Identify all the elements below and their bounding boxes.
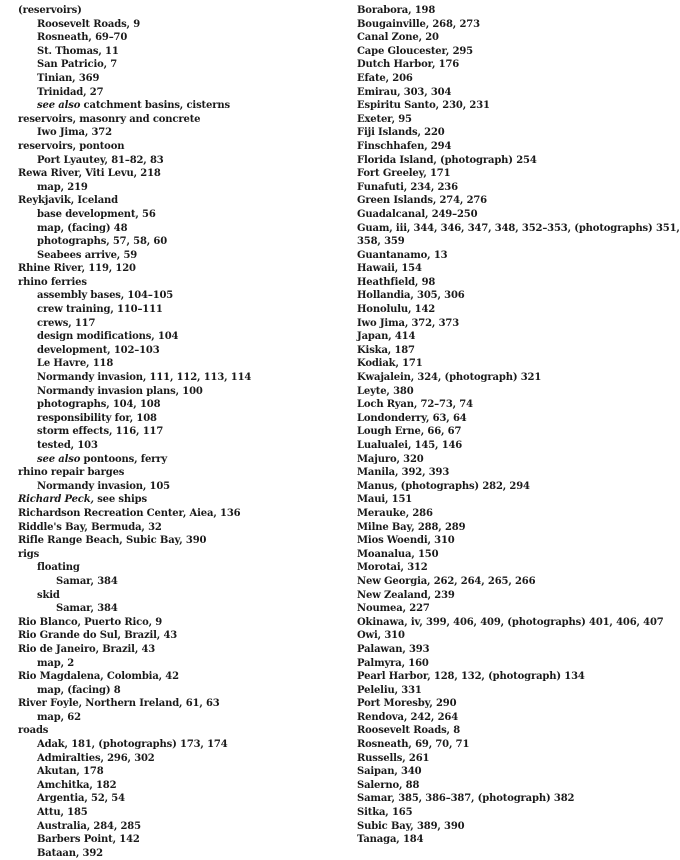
index-entry	[357, 99, 640, 113]
index-entry	[357, 684, 640, 698]
index-entry	[18, 643, 348, 657]
index-entry-text: Owi, 310	[357, 630, 405, 642]
index-entry	[357, 820, 640, 834]
index-entry	[357, 439, 640, 453]
index-entry	[18, 181, 348, 195]
index-entry	[357, 521, 640, 535]
index-entry-text: Heathfield, 98	[357, 276, 436, 288]
index-entry-text: Trinidad, 27	[37, 86, 104, 98]
index-entry	[357, 385, 640, 399]
index-entry-text: Espiritu Santo, 230, 231	[357, 100, 490, 112]
index-entry-text: Admiralties, 296, 302	[37, 752, 155, 764]
index-entry-text: Guam, iii, 344, 346, 347, 348, 352–353, (photographs) 351,	[357, 222, 680, 234]
index-entry-text: Bataan, 392	[37, 847, 103, 859]
index-entry	[357, 412, 640, 426]
index-entry-text: Palawan, 393	[357, 643, 430, 655]
index-entry	[18, 317, 348, 331]
index-entry-text: Maui, 151	[357, 494, 413, 506]
index-entry-text: Rio Magdalena, Colombia, 42	[18, 671, 179, 683]
index-entry-text: Salerno, 88	[357, 779, 420, 791]
index-entry	[18, 45, 348, 59]
index-entry-text: Subic Bay, 389, 390	[357, 820, 465, 832]
index-entry	[357, 738, 640, 752]
index-entry	[357, 589, 640, 603]
index-entry-text: reservoirs, pontoon	[18, 140, 125, 152]
italic-prefix: see also	[37, 453, 81, 465]
index-entry	[357, 126, 640, 140]
index-entry-text: Palmyra, 160	[357, 657, 429, 669]
index-entry	[18, 629, 348, 643]
index-entry-text: Moanalua, 150	[357, 548, 439, 560]
index-entry-text: Hawaii, 154	[357, 263, 422, 275]
index-entry-text: Green Islands, 274, 276	[357, 195, 487, 207]
index-entry	[357, 711, 640, 725]
index-entry-text: Dutch Harbor, 176	[357, 59, 460, 71]
index-entry-text: floating	[37, 562, 80, 574]
index-entry-text: Normandy invasion, 105	[37, 480, 170, 492]
index-column-right	[357, 4, 680, 847]
index-entry-text: Loch Ryan, 72–73, 74	[357, 399, 473, 411]
index-entry	[18, 493, 348, 507]
index-entry	[357, 629, 640, 643]
index-entry-text: Bougainville, 268, 273	[357, 18, 480, 30]
index-entry-text: Lualualei, 145, 146	[357, 440, 463, 451]
index-entry	[18, 779, 348, 793]
index-entry	[357, 303, 640, 317]
index-entry-text: Rifle Range Beach, Subic Bay, 390	[18, 535, 207, 547]
index-entry-text: Guadalcanal, 249–250	[357, 208, 478, 220]
index-entry-text: map, (facing) 48	[37, 222, 128, 234]
index-entry	[18, 521, 348, 535]
index-entry	[357, 480, 640, 494]
index-entry-text: Rhine River, 119, 120	[18, 263, 136, 275]
index-entry	[18, 534, 348, 548]
index-entry-text: base development, 56	[37, 208, 156, 220]
index-entry-text: Samar, 384	[56, 603, 118, 615]
index-entry	[357, 548, 640, 562]
index-entry	[18, 276, 348, 290]
index-entry	[18, 385, 348, 399]
index-entry-text: photographs, 104, 108	[37, 399, 161, 411]
index-entry-text: Finschhafen, 294	[357, 140, 452, 152]
index-entry	[18, 425, 348, 439]
index-entry	[357, 575, 640, 589]
index-entry-text: photographs, 57, 58, 60	[37, 236, 168, 248]
index-entry	[357, 657, 640, 671]
index-entry-text: Port Moresby, 290	[357, 698, 457, 710]
index-entry-text: Barbers Point, 142	[37, 834, 140, 846]
index-entry-text: Londonderry, 63, 64	[357, 412, 467, 424]
index-entry	[18, 31, 348, 45]
index-entry-text: Emirau, 303, 304	[357, 86, 452, 98]
index-entry-text: Tinian, 369	[37, 72, 100, 84]
index-entry	[18, 439, 348, 453]
index-entry-text: crew training, 110–111	[37, 304, 163, 316]
index-entry	[357, 493, 640, 507]
index-entry	[18, 670, 348, 684]
index-entry-text: Samar, 384	[56, 575, 118, 587]
index-entry	[357, 792, 640, 806]
index-entry	[18, 249, 348, 263]
index-entry-text: assembly bases, 104–105	[37, 290, 174, 302]
index-entry	[18, 806, 348, 820]
index-entry	[18, 711, 348, 725]
index-entry	[18, 724, 348, 738]
index-entry	[357, 72, 640, 86]
index-entry-text: 358, 359	[357, 236, 405, 248]
index-entry	[357, 466, 640, 480]
index-entry	[357, 208, 640, 222]
index-entry-text: Fort Greeley, 171	[357, 168, 451, 180]
index-entry-text: Attu, 185	[37, 807, 88, 819]
index-entry	[18, 167, 348, 181]
index-entry-text: tested, 103	[37, 440, 98, 451]
index-entry-text: Merauke, 286	[357, 507, 433, 519]
index-entry	[18, 18, 348, 32]
index-entry-text: Rio Blanco, Puerto Rico, 9	[18, 616, 163, 628]
index-entry	[18, 344, 348, 358]
index-entry-text: Funafuti, 234, 236	[357, 181, 458, 193]
index-entry	[357, 534, 640, 548]
index-entry	[18, 262, 348, 276]
index-entry	[357, 18, 640, 32]
index-entry-text: Samar, 385, 386–387, (photograph) 382	[357, 793, 575, 805]
index-entry	[18, 86, 348, 100]
index-entry	[18, 480, 348, 494]
index-entry-text: Roosevelt Roads, 9	[37, 18, 141, 30]
index-entry-text: map, 219	[37, 181, 88, 193]
index-entry	[357, 330, 640, 344]
index-entry-text: Sitka, 165	[357, 807, 413, 819]
italic-prefix: see also	[37, 100, 81, 112]
index-entry	[357, 602, 640, 616]
index-entry-text: Okinawa, iv, 399, 406, 409, (photographs) 401, 406, 407	[357, 616, 664, 628]
index-entry-text: Peleliu, 331	[357, 684, 422, 696]
index-entry-text: Rosneath, 69, 70, 71	[357, 739, 470, 751]
index-entry-text: Manus, (photographs) 282, 294	[357, 480, 530, 492]
index-entry-text: map, (facing) 8	[37, 684, 121, 696]
index-entry-text: Majuro, 320	[357, 453, 424, 465]
index-entry	[357, 140, 640, 154]
index-entry	[18, 697, 348, 711]
index-entry	[18, 154, 348, 168]
index-entry	[18, 820, 348, 834]
index-entry	[357, 344, 640, 358]
index-entry	[18, 235, 348, 249]
index-entry-text: Lough Erne, 66, 67	[357, 426, 462, 438]
index-entry	[357, 425, 640, 439]
index-entry-text: rigs	[18, 548, 40, 560]
index-entry	[18, 453, 348, 467]
index-entry	[357, 752, 640, 766]
italic-prefix: Richard Peck,	[18, 494, 94, 506]
index-entry	[18, 466, 348, 480]
index-entry	[357, 357, 640, 371]
index-entry-text: pontoons, ferry	[80, 453, 168, 465]
index-entry	[18, 303, 348, 317]
index-entry	[357, 222, 680, 236]
index-entry-text: Amchitka, 182	[37, 779, 117, 791]
index-entry-text: Argentia, 52, 54	[37, 793, 125, 805]
index-entry	[18, 602, 348, 616]
index-entry	[357, 58, 640, 72]
index-entry-text: Exeter, 95	[357, 113, 412, 125]
index-entry-text: New Zealand, 239	[357, 589, 455, 601]
index-entry-text: Riddle's Bay, Bermuda, 32	[18, 521, 162, 533]
index-entry	[18, 72, 348, 86]
index-entry	[18, 616, 348, 630]
index-entry-text: New Georgia, 262, 264, 265, 266	[357, 575, 536, 587]
index-entry	[18, 412, 348, 426]
index-entry-text: Kiska, 187	[357, 344, 415, 356]
index-entry	[18, 684, 348, 698]
index-entry	[357, 45, 640, 59]
index-entry-text: map, 2	[37, 657, 75, 669]
index-entry-text: Iwo Jima, 372, 373	[357, 317, 460, 329]
index-entry	[18, 194, 348, 208]
index-entry-text: Rosneath, 69–70	[37, 32, 128, 44]
index-entry-text: Kodiak, 171	[357, 358, 423, 370]
index-entry	[18, 4, 348, 18]
index-entry-text: Port Lyautey, 81–82, 83	[37, 154, 164, 166]
index-entry	[18, 792, 348, 806]
index-entry-text: Adak, 181, (photographs) 173, 174	[37, 739, 228, 751]
index-entry-text: Rio de Janeiro, Brazil, 43	[18, 643, 156, 655]
index-entry-text: development, 102–103	[37, 344, 160, 356]
index-entry	[18, 126, 348, 140]
index-entry	[18, 58, 348, 72]
index-entry-text: San Patricio, 7	[37, 59, 118, 71]
index-entry-text: Leyte, 380	[357, 385, 414, 397]
index-entry	[18, 738, 348, 752]
index-entry-text: Roosevelt Roads, 8	[357, 725, 461, 737]
index-entry-text: Fiji Islands, 220	[357, 127, 445, 139]
index-entry	[18, 330, 348, 344]
index-entry	[18, 208, 348, 222]
index-entry	[357, 289, 640, 303]
index-entry	[357, 194, 640, 208]
index-entry	[357, 643, 640, 657]
index-entry	[357, 453, 640, 467]
index-entry	[18, 657, 348, 671]
index-entry	[357, 86, 640, 100]
index-entry	[18, 357, 348, 371]
index-entry-text: Rio Grande do Sul, Brazil, 43	[18, 630, 178, 642]
index-entry	[357, 113, 640, 127]
index-entry	[18, 113, 348, 127]
index-entry	[357, 371, 640, 385]
index-entry	[18, 371, 348, 385]
index-entry-text: Russells, 261	[357, 752, 430, 764]
index-entry-text: rhino repair barges	[18, 467, 125, 479]
index-entry	[18, 575, 348, 589]
index-entry-text: Akutan, 178	[37, 766, 104, 778]
index-entry	[357, 167, 640, 181]
index-entry-text: Honolulu, 142	[357, 304, 436, 316]
index-entry-text: storm effects, 116, 117	[37, 426, 164, 438]
index-entry	[357, 317, 640, 331]
index-entry-text: Saipan, 340	[357, 766, 422, 778]
index-entry	[18, 833, 348, 847]
index-entry	[18, 548, 348, 562]
index-entry	[357, 31, 640, 45]
index-entry-text: Milne Bay, 288, 289	[357, 521, 466, 533]
index-entry	[18, 561, 348, 575]
index-entry-text: Efate, 206	[357, 72, 413, 84]
index-entry	[18, 140, 348, 154]
index-entry	[357, 262, 640, 276]
index-entry	[357, 833, 640, 847]
index-entry	[357, 181, 640, 195]
index-entry	[357, 616, 664, 630]
index-entry	[357, 765, 640, 779]
index-entry-text: roads	[18, 725, 49, 737]
index-entry-text: design modifications, 104	[37, 331, 179, 343]
index-entry	[357, 398, 640, 412]
index-entry	[357, 235, 640, 249]
index-entry	[18, 765, 348, 779]
index-entry-text: Rendova, 242, 264	[357, 711, 459, 723]
index-entry	[18, 752, 348, 766]
index-entry-text: see ships	[93, 494, 147, 506]
index-entry-text: Tanaga, 184	[357, 834, 424, 846]
index-entry-text: Mios Woendi, 310	[357, 535, 455, 547]
index-entry	[357, 670, 640, 684]
index-entry	[357, 806, 640, 820]
index-entry-text: Kwajalein, 324, (photograph) 321	[357, 372, 542, 384]
index-entry-text: Guantanamo, 13	[357, 249, 448, 261]
index-entry-text: skid	[37, 589, 60, 601]
index-entry	[357, 507, 640, 521]
index-entry	[357, 697, 640, 711]
index-entry-text: map, 62	[37, 711, 81, 723]
index-entry-text: Canal Zone, 20	[357, 32, 439, 44]
index-column-left	[18, 4, 348, 860]
index-entry	[357, 154, 640, 168]
index-entry-text: Richardson Recreation Center, Aiea, 136	[18, 507, 241, 519]
index-entry-text: Cape Gloucester, 295	[357, 45, 473, 57]
index-entry-text: Manila, 392, 393	[357, 467, 450, 479]
index-entry	[357, 276, 640, 290]
index-entry-text: responsibility for, 108	[37, 412, 157, 424]
index-entry	[357, 4, 640, 18]
index-entry	[357, 249, 640, 263]
index-entry-text: River Foyle, Northern Ireland, 61, 63	[18, 698, 220, 710]
index-entry	[18, 289, 348, 303]
index-entry-text: St. Thomas, 11	[37, 45, 119, 57]
index-entry	[18, 99, 348, 113]
index-entry-text: Rewa River, Viti Levu, 218	[18, 168, 161, 180]
index-entry-text: Australia, 284, 285	[37, 820, 141, 832]
index-entry	[357, 561, 640, 575]
index-entry-text: Florida Island, (photograph) 254	[357, 154, 537, 166]
index-entry-text: rhino ferries	[18, 276, 87, 288]
index-entry-text: Pearl Harbor, 128, 132, (photograph) 134	[357, 671, 585, 683]
index-entry	[18, 398, 348, 412]
index-entry-text: Reykjavik, Iceland	[18, 195, 118, 207]
index-entry-text: Morotai, 312	[357, 562, 428, 574]
index-entry	[18, 589, 348, 603]
index-entry-text: Seabees arrive, 59	[37, 249, 138, 261]
index-entry-text: Hollandia, 305, 306	[357, 290, 465, 302]
index-entry-text: catchment basins, cisterns	[80, 100, 230, 112]
index-entry-text: Normandy invasion, 111, 112, 113, 114	[37, 372, 252, 384]
index-entry-text: crews, 117	[37, 317, 96, 329]
index-entry	[18, 507, 348, 521]
index-entry-text: Noumea, 227	[357, 603, 430, 615]
index-entry-text: Le Havre, 118	[37, 358, 114, 370]
index-entry	[357, 779, 640, 793]
index-entry-text: Borabora, 198	[357, 5, 436, 16]
index-entry-text: Iwo Jima, 372	[37, 127, 112, 139]
index-entry	[18, 847, 348, 860]
index-entry	[357, 724, 640, 738]
index-entry-text: (reservoirs)	[18, 5, 82, 16]
index-entry	[18, 222, 348, 236]
index-entry-text: Normandy invasion plans, 100	[37, 385, 203, 397]
index-entry-text: reservoirs, masonry and concrete	[18, 113, 201, 125]
index-entry-text: Japan, 414	[357, 331, 416, 343]
